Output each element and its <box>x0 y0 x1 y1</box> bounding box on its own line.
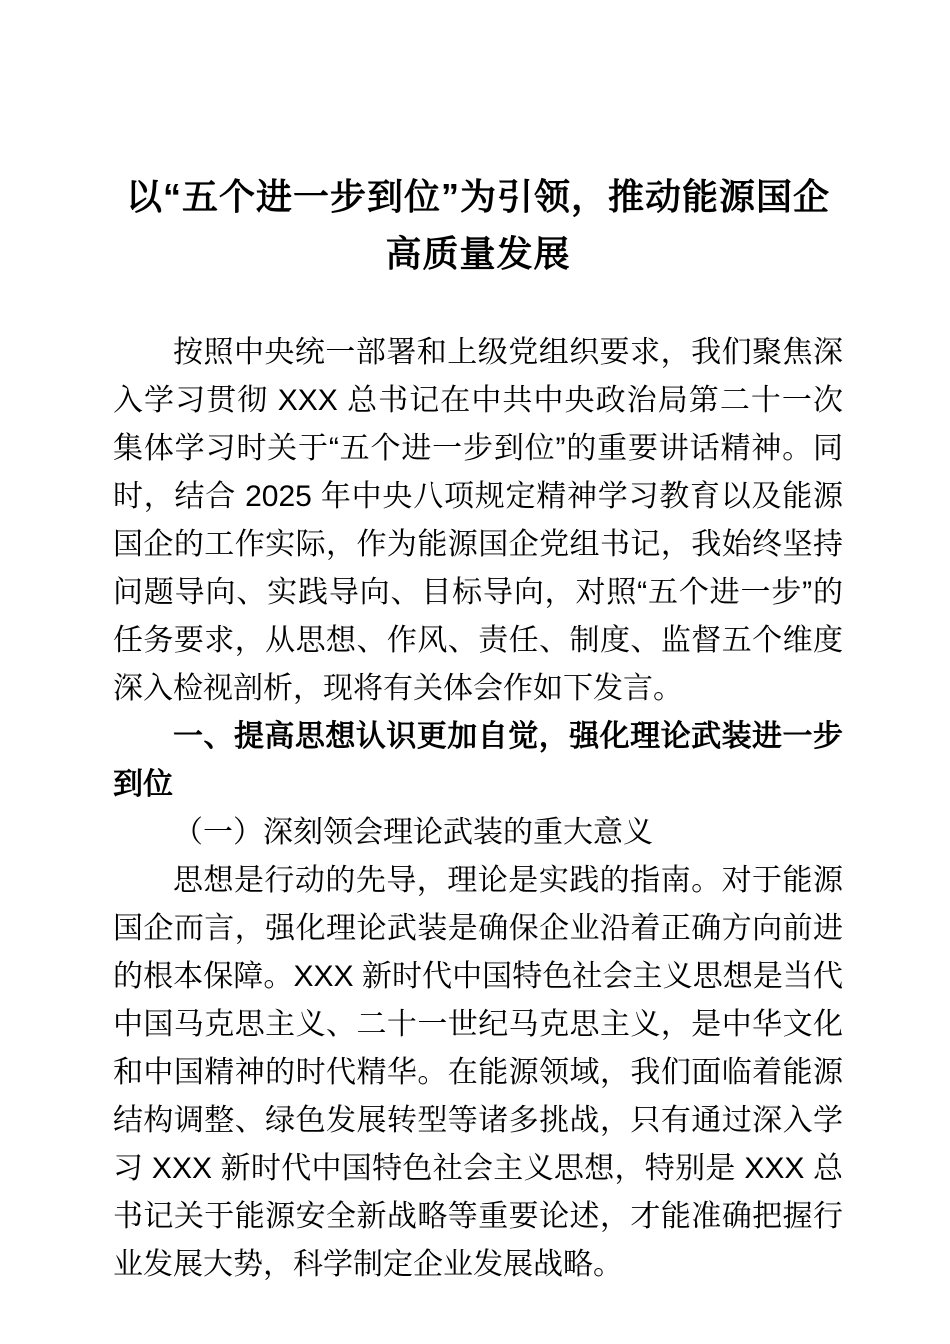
document-title <box>113 168 843 282</box>
subsection-heading-1-1: （一）深刻领会理论武装的重大意义 <box>173 816 653 849</box>
document-title-line-1: 以“五个进一步到位”为引领，推动能源国企 <box>125 176 830 217</box>
paragraph-body-1: 思想是行动的先导，理论是实践的指南。对于能源国企而言，强化理论武装是确保企业沿着正确方向前进的根本保障。XXX 新时代中国特色社会主义思想是当代中国马克思主义、二十一世纪马克思主义，是中华文化和中国精神的时代精华。在能源领域，我们面临着能源结构调整、绿色发展转型等诸多挑战，只有通过深入学习 XXX 新时代中国特色社会主义思想，特别是 XXX 总书记关于能源安全新战略等重要论述，才能准确把握行业发展大势，科学制定企业发展战略。 <box>113 864 843 1281</box>
document-title-line-2: 高质量发展 <box>385 233 571 274</box>
paragraph-intro: 按照中央统一部署和上级党组织要求，我们聚焦深入学习贯彻 XXX 总书记在中共中央政治局第二十一次集体学习时关于“五个进一步到位”的重要讲话精神。同时，结合 2025 年中央八项规定精神学习教育以及能源国企的工作实际，作为能源国企党组书记，我始终坚持问题导向、实践导向、目标导向，对照“五个进一步”的任务要求，从思想、作风、责任、制度、监督五个维度深入检视剖析，现将有关体会作如下发言。 <box>113 336 843 705</box>
section-heading-1: 一、提高思想认识更加自觉，强化理论武装进一步到位 <box>113 720 843 801</box>
